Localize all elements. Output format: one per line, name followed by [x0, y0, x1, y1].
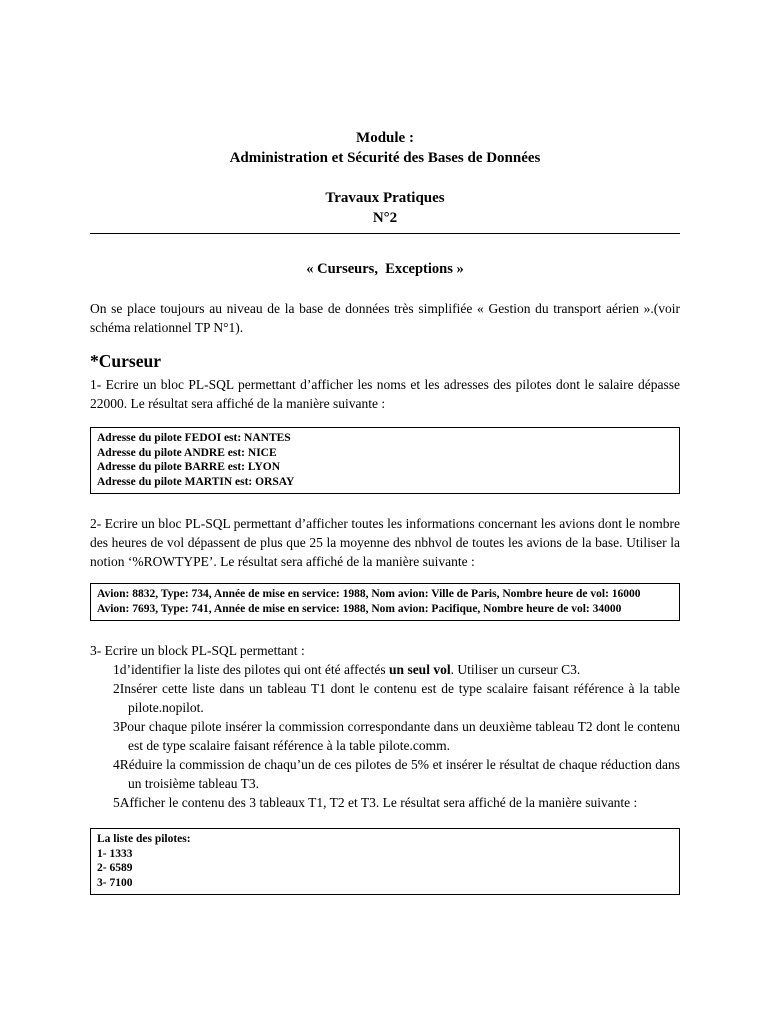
output-line: 1- 1333: [97, 847, 133, 860]
output-line: Avion: 7693, Type: 741, Année de mise en service: 1988, Nom avion: Pacifique, Nombre heure de vol: 34000: [97, 602, 622, 615]
output-line: La liste des pilotes:: [97, 833, 191, 845]
step-text: Insérer cette liste dans un tableau T1 dont le contenu est de type scalaire faisant référence à la table pilote.nopilot.: [119, 681, 680, 715]
exercise-subtitle: « Curseurs, Exceptions »: [306, 261, 464, 277]
output-box-q3: [90, 828, 680, 895]
step-number: 4: [113, 757, 120, 772]
question-3-steps: [90, 660, 680, 812]
step-text: Pour chaque pilote insérer la commission correspondante dans un deuxième tableau T2 dont le contenu est de type scalaire faisant référence à la table pilote.comm.: [119, 719, 680, 753]
output-line: Adresse du pilote MARTIN est: ORSAY: [97, 475, 295, 488]
step-number: 2: [113, 681, 120, 696]
q3-step-4: [90, 755, 680, 793]
step-number: 1: [113, 662, 120, 677]
output-line: Adresse du pilote ANDRE est: NICE: [97, 446, 277, 459]
section-title-curseur: *Curseur: [90, 351, 161, 371]
header-rule: [90, 233, 680, 234]
step-number: 3: [113, 719, 120, 734]
question-2-text: 2- Ecrire un bloc PL-SQL permettant d’afficher toutes les informations concernant les avions dont le nombre des heures de vol dépassent de plus que 25 la moyenne des nbhvol de toutes les avions de la base. Utiliser la notion ‘%ROWTYPE’. Le résultat sera affiché de la manière suivante :: [90, 516, 680, 569]
tp-title: Travaux Pratiques: [325, 190, 445, 206]
output-box-q2: [90, 583, 680, 621]
output-line: 3- 7100: [97, 876, 133, 889]
output-line: Avion: 8832, Type: 734, Année de mise en service: 1988, Nom avion: Ville de Paris, Nombre heure de vol: 16000: [97, 588, 641, 600]
question-1-text: 1- Ecrire un bloc PL-SQL permettant d’afficher les noms et les adresses des pilotes dont le salaire dépasse 22000. Le résultat sera affiché de la manière suivante :: [90, 377, 680, 411]
module-title: Administration et Sécurité des Bases de Données: [229, 150, 541, 166]
step-text: Réduire la commission de chaqu’un de ces pilotes de 5% et insérer le résultat de chaque réduction dans un troisième tableau T3.: [119, 757, 680, 791]
step-text: d’identifier la liste des pilotes qui ont été affectés: [119, 662, 390, 677]
output-line: 2- 6589: [97, 862, 133, 874]
step-text: . Utiliser un curseur C3.: [450, 662, 581, 677]
module-label: Module :: [356, 130, 414, 146]
step-number: 5: [113, 795, 120, 810]
q3-step-3: [90, 717, 680, 755]
document-header: [90, 128, 680, 228]
step-text-bold: un seul vol: [389, 662, 451, 677]
q3-step-2: [90, 679, 680, 717]
intro-paragraph: On se place toujours au niveau de la base de données très simplifiée « Gestion du transport aérien ».(voir schéma relationnel TP N°1).: [90, 301, 680, 335]
output-line: Adresse du pilote BARRE est: LYON: [97, 461, 281, 473]
output-line: Adresse du pilote FEDOI est: NANTES: [97, 432, 291, 444]
tp-number: N°2: [372, 210, 398, 226]
q3-step-1: [90, 660, 680, 679]
header-spacer: [90, 168, 680, 188]
q3-step-5: [90, 793, 680, 812]
output-box-q1: [90, 427, 680, 494]
step-text: Afficher le contenu des 3 tableaux T1, T2 et T3. Le résultat sera affiché de la manière suivante :: [119, 795, 638, 810]
question-3-text: 3- Ecrire un block PL-SQL permettant :: [90, 643, 305, 658]
